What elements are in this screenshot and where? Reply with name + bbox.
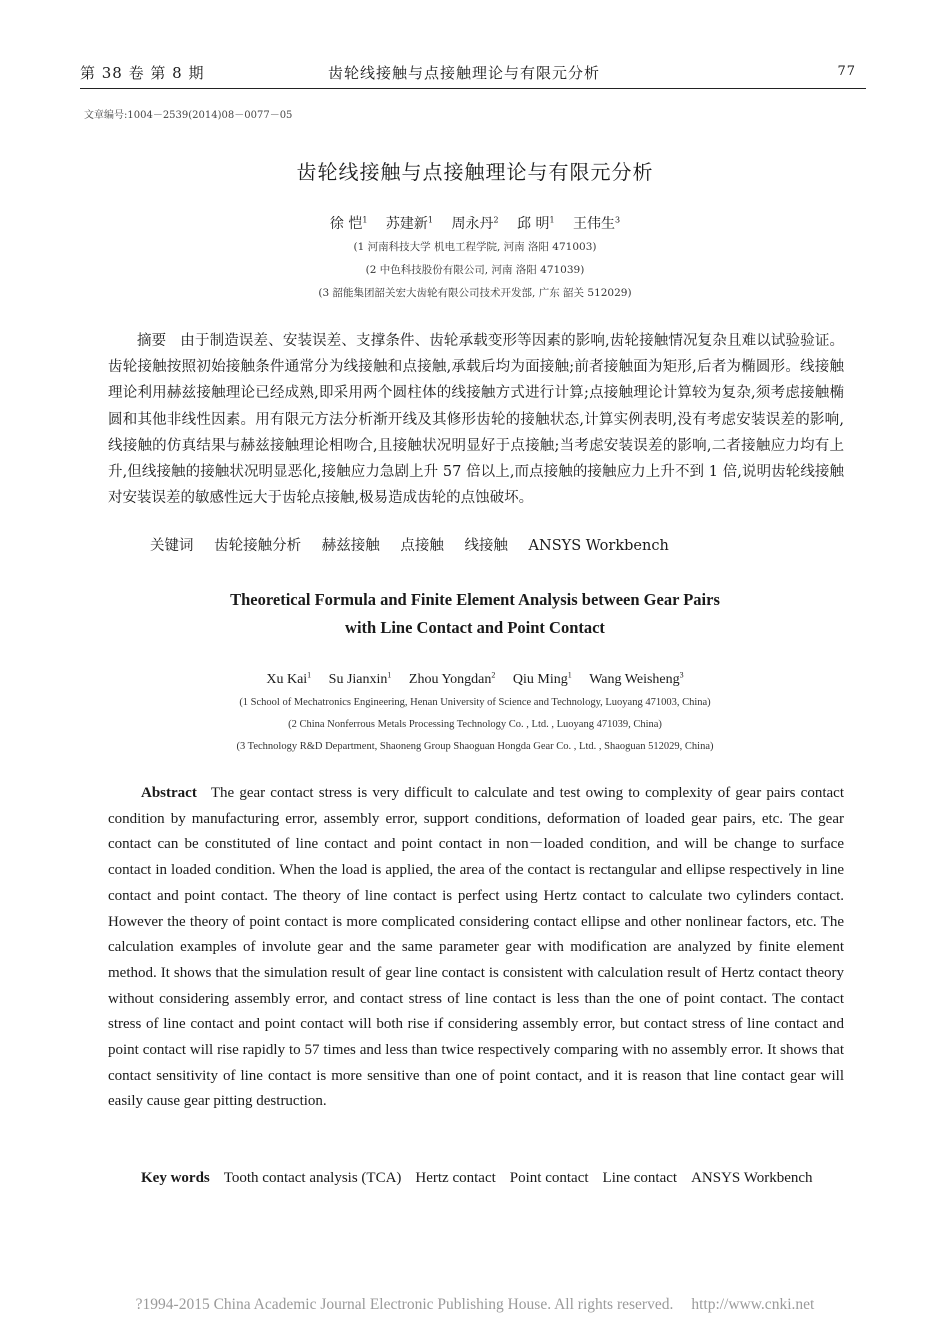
author: 周永丹$^2$ [451, 215, 499, 232]
author: 邱 明$^1$ [517, 215, 555, 232]
author: Wang Weisheng$^3$ [589, 670, 684, 687]
keywords-label: 关键词 [150, 538, 194, 554]
author: 王伟生$^3$ [573, 215, 621, 232]
chinese-title: 齿轮线接触与点接触理论与有限元分析 [296, 160, 654, 184]
keyword: Line contact [602, 1170, 678, 1186]
keyword: 赫兹接触 [321, 538, 380, 554]
volume-issue: 第 38 卷 第 8 期 [80, 64, 205, 82]
english-title [0, 586, 950, 642]
abstract-label: Abstract [141, 785, 197, 801]
english-affiliation: (3 Technology R&D Department, Shaoneng Group Shaoguan Hongda Gear Co. , Ltd. , Shaoguan 512029, China) [236, 741, 714, 752]
article-number: 文章编号:1004－2539(2014)08－0077－05 [84, 110, 293, 121]
keyword: 齿轮接触分析 [214, 538, 302, 554]
abstract-text: 由于制造误差、安装误差、支撑条件、齿轮承载变形等因素的影响,齿轮接触情况复杂且难以试验验证。齿轮接触按照初始接触条件通常分为线接触和点接触,承载后均为面接触;前者接触面为矩形,后者为椭圆形。线接触理论利用赫兹接触理论已经成熟,即采用两个圆柱体的线接触方式进行计算;点接触理论计算较为复杂,须考虑接触椭圆和其他非线性因素。用有限元方法分析渐开线及其修形齿轮的接触状态,计算实例表明,没有考虑安装误差的影响,线接触的仿真结果与赫兹接触理论相吻合,且接触状况明显好于点接触;当考虑安装误差的影响,二者接触应力均有上升,但线接触的接触状况明显恶化,接触应力急剧上升 57 倍以上,而点接触的接触应力上升不到 1 倍,说明齿轮线接触对安装误差的敏感性远大于齿轮点接触,极易造成齿轮的点蚀破坏。 [108, 333, 844, 507]
english-authors [0, 670, 950, 688]
chinese-affiliation: (2 中色科技股份有限公司, 河南 洛阳 471039) [365, 264, 585, 276]
keyword: Tooth contact analysis (TCA) [223, 1170, 402, 1186]
cnki-link[interactable]: http://www.cnki.net [691, 1296, 815, 1313]
page-header [80, 58, 866, 89]
author: Zhou Yongdan$^2$ [408, 670, 496, 687]
english-abstract [108, 781, 844, 1115]
author: 徐 恺$^1$ [329, 215, 368, 232]
keyword: Point contact [509, 1170, 589, 1186]
chinese-affiliation: (1 河南科技大学 机电工程学院, 河南 洛阳 471003) [353, 241, 597, 253]
keyword: ANSYS Workbench [691, 1170, 813, 1186]
chinese-keywords [150, 534, 685, 555]
english-title-line: Theoretical Formula and Finite Element Analysis between Gear Pairs [230, 590, 720, 609]
keyword: 线接触 [464, 538, 508, 554]
keyword: ANSYS Workbench [528, 538, 669, 554]
chinese-authors [0, 213, 950, 233]
copyright-footer [0, 1296, 950, 1314]
copyright-text: ?1994-2015 China Academic Journal Electronic Publishing House. All rights reserved. [135, 1296, 674, 1313]
author: Qiu Ming$^1$ [512, 670, 572, 687]
keywords-label: Key words [141, 1170, 210, 1186]
abstract-text: The gear contact stress is very difficult to calculate and test owing to complexity of gear pairs contact condition by manufacturing error, assembly error, support conditions, deformation of loaded gear pairs, etc. The gear contact can be constituted of line contact and point contact in non－loaded condition, and will be change to surface contact in loaded condition. When the load is applied, the area of the contact is rectangular and ellipse respectively in line contact and point contact. The theory of line contact is perfect using Hertz contact to calculate two cylinders contact. However the theory of point contact is more complicated considering contact ellipse and other nonlinear factors, etc. The calculation examples of involute gear and the same parameter gear with modification are analyzed by finite element method. It shows that the simulation result of gear line contact is consistent with calculation result of Hertz contact theory without considering assembly error, and contact stress of line contact is less than the one of point contact. The contact stress of line contact and point contact will both rise if considering assembly error, but contact stress of line contact and point contact will rise rapidly to 57 times and less than twice respectively comparing with no assembly error. It shows that contact sensitivity of line contact is more sensitive than one of point contact, and it is reason that line contact gear will easily cause gear pitting destruction. [108, 785, 844, 1110]
keyword: Hertz contact [415, 1170, 496, 1186]
abstract-label: 摘要 [137, 333, 167, 349]
running-title: 齿轮线接触与点接触理论与有限元分析 [328, 64, 601, 82]
chinese-abstract [108, 328, 844, 511]
author: Su Jianxin$^1$ [328, 670, 392, 687]
keyword: 点接触 [400, 538, 444, 554]
english-keywords [108, 1166, 844, 1192]
chinese-affiliation: (3 韶能集团韶关宏大齿轮有限公司技术开发部, 广东 韶关 512029) [318, 287, 632, 299]
english-affiliation: (2 China Nonferrous Metals Processing Technology Co. , Ltd. , Luoyang 471039, China) [288, 719, 662, 730]
author: 苏建新$^1$ [385, 215, 433, 232]
author: Xu Kai$^1$ [266, 670, 312, 687]
english-title-line: with Line Contact and Point Contact [345, 618, 605, 637]
page-number: 77 [837, 64, 856, 79]
english-affiliation: (1 School of Mechatronics Engineering, Henan University of Science and Technology, Luoyang 471003, China) [239, 697, 711, 708]
